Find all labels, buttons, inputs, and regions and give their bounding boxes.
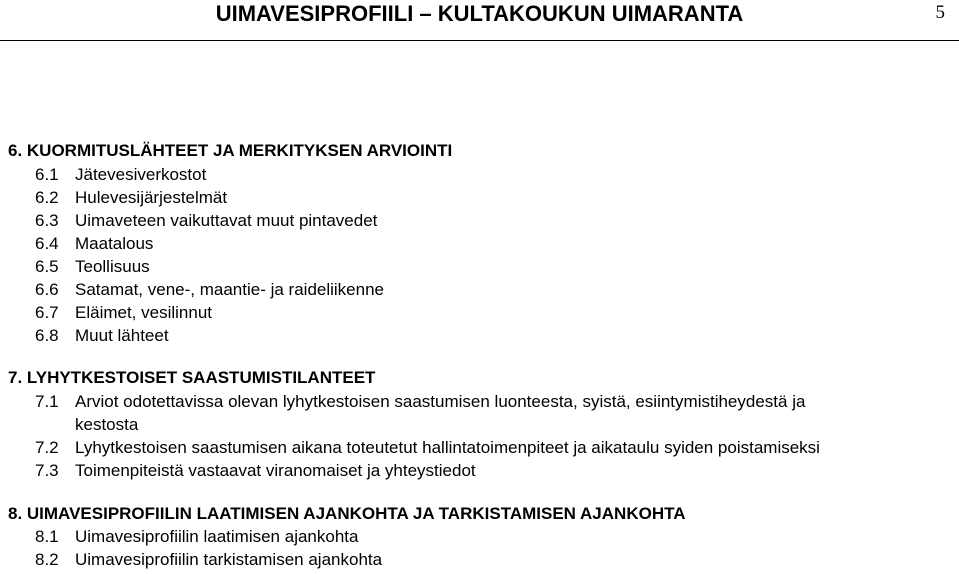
toc-item-7-1-continuation: kestosta	[75, 415, 139, 434]
page-number: 5	[935, 2, 945, 23]
toc-item-label: Toimenpiteistä vastaavat viranomaiset ja yhteystiedot	[75, 461, 476, 480]
toc-item-number: 6.7	[35, 303, 59, 322]
section-heading-8: 8. UIMAVESIPROFIILIN LAATIMISEN AJANKOHTA JA TARKISTAMISEN AJANKOHTA	[8, 504, 686, 523]
toc-item-label: Muut lähteet	[75, 326, 169, 345]
header-divider	[0, 40, 959, 41]
toc-item-number: 6.4	[35, 234, 59, 253]
toc-item-6-1	[35, 164, 206, 186]
page-title: UIMAVESIPROFIILI – KULTAKOUKUN UIMARANTA	[215, 1, 744, 26]
toc-item-6-4	[35, 233, 153, 255]
toc-item-label: Arviot odotettavissa olevan lyhytkestoisen saastumisen luonteesta, syistä, esiintymistiheydestä ja	[75, 392, 806, 411]
toc-item-number: 6.1	[35, 165, 59, 184]
toc-item-6-6	[35, 279, 384, 301]
toc-item-number: 7.3	[35, 461, 59, 480]
toc-item-label: Hulevesijärjestelmät	[75, 188, 228, 207]
toc-item-7-3	[35, 460, 476, 482]
toc-item-label: Teollisuus	[75, 257, 150, 276]
toc-item-number: 7.1	[35, 392, 59, 411]
toc-item-6-3	[35, 210, 377, 232]
toc-item-label: Uimaveteen vaikuttavat muut pintavedet	[75, 211, 378, 230]
toc-item-label: Uimavesiprofiilin laatimisen ajankohta	[75, 527, 359, 546]
toc-item-label: Satamat, vene-, maantie- ja raideliikenne	[75, 280, 384, 299]
toc-item-8-1	[35, 526, 358, 548]
toc-item-6-2	[35, 187, 227, 209]
toc-item-number: 6.5	[35, 257, 59, 276]
toc-item-number: 6.3	[35, 211, 59, 230]
toc-item-7-2	[35, 437, 820, 459]
toc-item-label: Uimavesiprofiilin tarkistamisen ajankohta	[75, 550, 383, 569]
toc-item-label: Jätevesiverkostot	[75, 165, 207, 184]
toc-item-6-8	[35, 325, 169, 347]
toc-item-number: 8.2	[35, 550, 59, 569]
section-heading-6: 6. KUORMITUSLÄHTEET JA MERKITYKSEN ARVIOINTI	[8, 141, 453, 160]
toc-item-label: Lyhytkestoisen saastumisen aikana toteutetut hallintatoimenpiteet ja aikataulu syiden poistamiseksi	[75, 438, 820, 457]
toc-item-number: 8.1	[35, 527, 59, 546]
toc-item-number: 6.8	[35, 326, 59, 345]
toc-item-number: 7.2	[35, 438, 59, 457]
toc-item-7-1	[35, 391, 805, 413]
toc-item-number: 6.2	[35, 188, 59, 207]
toc-item-8-2	[35, 549, 382, 571]
toc-item-6-7	[35, 302, 212, 324]
toc-item-6-5	[35, 256, 150, 278]
toc-item-label: Eläimet, vesilinnut	[75, 303, 213, 322]
toc-item-number: 6.6	[35, 280, 59, 299]
section-heading-7: 7. LYHYTKESTOISET SAASTUMISTILANTEET	[8, 368, 376, 387]
toc-item-label: Maatalous	[75, 234, 154, 253]
